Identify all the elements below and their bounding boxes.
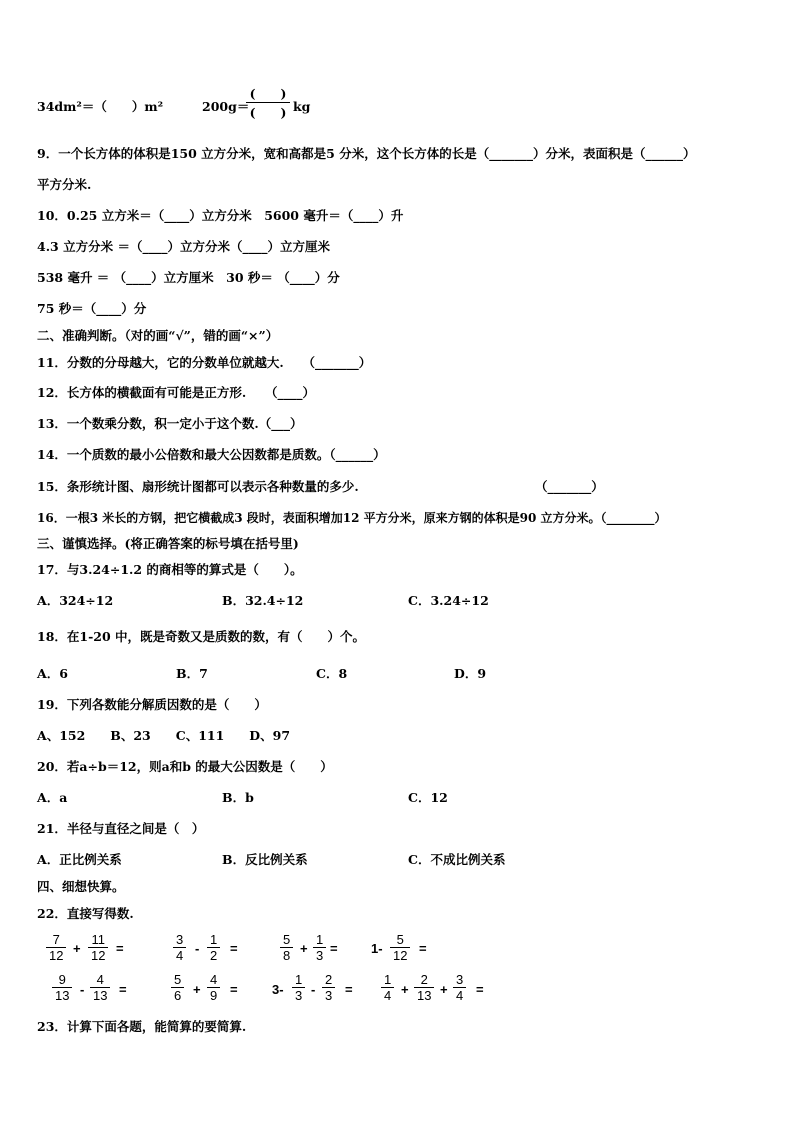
fraction: 1 2 xyxy=(207,932,220,963)
q13: 13．一个数乘分数，积一定小于这个数.（___） xyxy=(37,416,303,431)
section-4-heading: 四、细想快算。 xyxy=(37,879,125,894)
section-2-heading: 二、准确判断。（对的画“√”，错的画“×”） xyxy=(37,328,279,343)
q8-unit: kg xyxy=(293,99,311,114)
section-3-heading: 三、谨慎选择。(将正确答案的标号填在括号里) xyxy=(37,536,299,551)
minus-sign: - xyxy=(311,982,316,997)
plus-sign: + xyxy=(300,941,308,956)
q19: 19．下列各数能分解质因数的是（ ） xyxy=(37,697,267,712)
q10-line2: 4.3 立方分米 ＝（____）立方分米（____）立方厘米 xyxy=(37,239,330,254)
plus-sign: + xyxy=(440,982,448,997)
fraction: 7 12 xyxy=(46,932,66,963)
equals-sign: = xyxy=(119,982,127,997)
fraction: 4 9 xyxy=(207,972,220,1003)
q18-option-b: B．7 xyxy=(176,666,208,681)
q12: 12．长方体的横截面有可能是正方形. （____） xyxy=(37,385,315,400)
q18-option-d: D．9 xyxy=(454,666,487,681)
q14: 14．一个质数的最小公倍数和最大公因数都是质数。（______） xyxy=(37,447,386,462)
one-minus: 1- xyxy=(371,941,383,956)
q23: 23．计算下面各题，能简算的要简算. xyxy=(37,1019,247,1034)
q9-line2: 平方分米. xyxy=(37,177,92,192)
fraction: 3 4 xyxy=(453,972,466,1003)
q21-option-a: A．正比例关系 xyxy=(37,852,122,867)
fraction: 2 3 xyxy=(322,972,335,1003)
q19-options: A、152 B、23 C、111 D、97 xyxy=(37,728,291,743)
fraction: 1 3 xyxy=(313,932,326,963)
q17-option-a: A．324÷12 xyxy=(37,593,114,608)
fraction: 3 4 xyxy=(173,932,186,963)
q21: 21．半径与直径之间是（ ） xyxy=(37,821,205,836)
q16: 16．一根3 米长的方钢，把它横截成3 段时，表面积增加12 平方分米，原来方钢的体积是90 立方分米。（________） xyxy=(37,511,667,525)
q20-option-b: B．b xyxy=(222,790,254,805)
q11: 11．分数的分母越大，它的分数单位就越大. （_______） xyxy=(37,355,372,370)
q8-frac-den: ( ) xyxy=(249,105,287,120)
q17-option-c: C．3.24÷12 xyxy=(408,593,489,608)
q21-option-b: B．反比例关系 xyxy=(222,852,308,867)
q15: 15．条形统计图、扇形统计图都可以表示各种数量的多少. xyxy=(37,479,359,494)
equals-sign: = xyxy=(476,982,484,997)
q8-fraction xyxy=(246,84,290,121)
fraction: 5 6 xyxy=(171,972,184,1003)
q8-frac-num: ( ) xyxy=(249,86,287,101)
fraction: 2 13 xyxy=(414,972,434,1003)
fraction: 5 12 xyxy=(390,932,410,963)
q10-line3: 538 毫升 ＝ （____）立方厘米 30 秒＝ （____）分 xyxy=(37,270,340,285)
q20: 20．若a÷b＝12，则a和b 的最大公因数是（ ） xyxy=(37,759,333,774)
fraction: 1 4 xyxy=(381,972,394,1003)
q17: 17．与3.24÷1.2 的商相等的算式是（ ）。 xyxy=(37,562,303,577)
fraction: 9 13 xyxy=(52,972,72,1003)
q8-mid: 200g＝ xyxy=(202,99,250,114)
q10-line4: 75 秒＝（____）分 xyxy=(37,301,147,316)
equals-sign: = xyxy=(230,982,238,997)
q18-option-c: C．8 xyxy=(316,666,348,681)
q20-option-c: C．12 xyxy=(408,790,448,805)
q21-option-c: C．不成比例关系 xyxy=(408,852,506,867)
q9-line1: 9．一个长方体的体积是150 立方分米，宽和高都是5 分米，这个长方体的长是（_______）分米，表面积是（______） xyxy=(37,146,696,161)
equals-sign: = xyxy=(419,941,427,956)
q15-blank: （_______） xyxy=(535,479,604,494)
q18: 18．在1-20 中，既是奇数又是质数的数，有（ ）个。 xyxy=(37,629,366,644)
q10-line1: 10．0.25 立方米＝（____）立方分米 5600 毫升＝（____）升 xyxy=(37,208,404,223)
q18-option-a: A．6 xyxy=(37,666,68,681)
plus-sign: + xyxy=(193,982,201,997)
q8-left: 34dm²＝（ ）m² xyxy=(37,99,164,114)
q17-option-b: B．32.4÷12 xyxy=(222,593,304,608)
q22: 22．直接写得数. xyxy=(37,906,134,921)
equals-sign: = xyxy=(345,982,353,997)
minus-sign: - xyxy=(80,982,85,997)
fraction: 11 12 xyxy=(88,932,108,963)
plus-sign: + xyxy=(401,982,409,997)
fraction: 1 3 xyxy=(292,972,305,1003)
fraction: 5 8 xyxy=(280,932,293,963)
equals-sign: = xyxy=(116,941,124,956)
equals-sign: = xyxy=(230,941,238,956)
fraction: 4 13 xyxy=(90,972,110,1003)
plus-sign: + xyxy=(73,941,81,956)
equals-sign: = xyxy=(330,941,338,956)
q20-option-a: A．a xyxy=(37,790,68,805)
minus-sign: - xyxy=(195,941,200,956)
three-minus: 3- xyxy=(272,982,284,997)
